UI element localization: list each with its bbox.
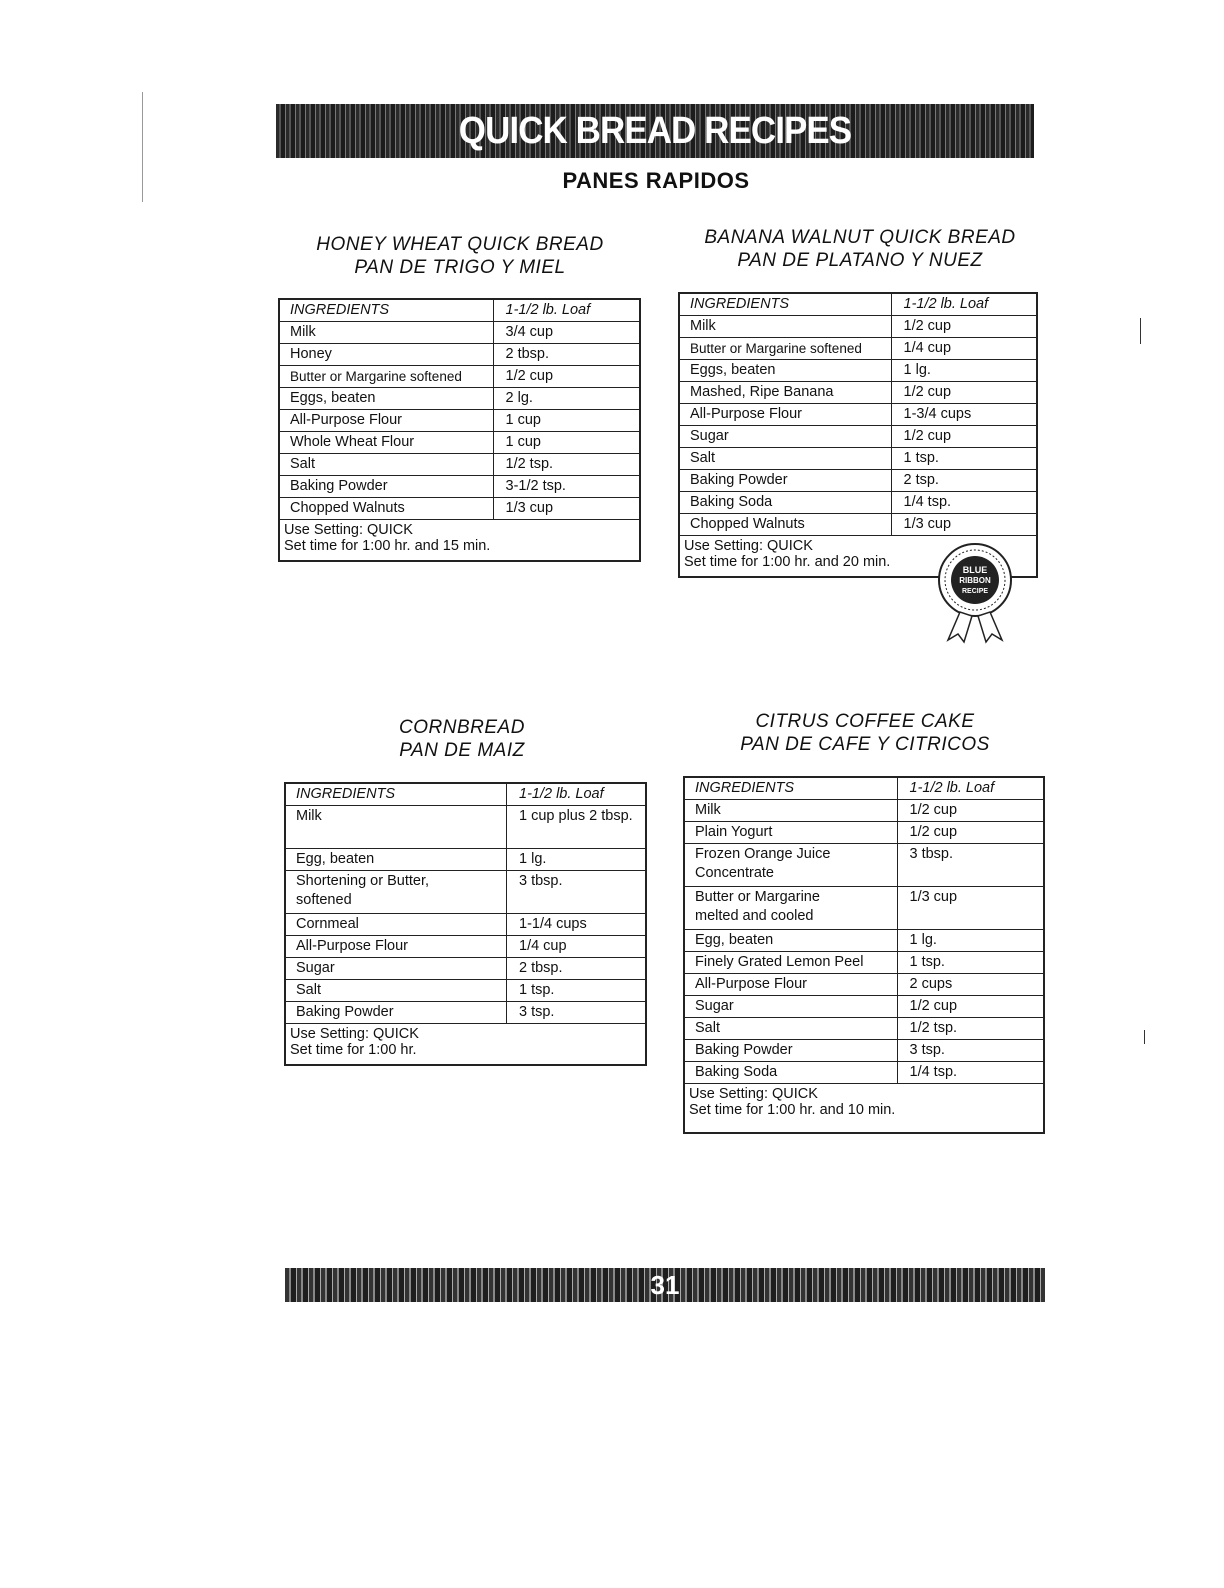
recipe-title-es: PAN DE PLATANO Y NUEZ bbox=[737, 250, 983, 271]
table-row bbox=[679, 316, 1037, 338]
amount-cell: 3 tbsp. bbox=[507, 871, 647, 914]
amount-cell: 3/4 cup bbox=[493, 322, 640, 344]
amount-cell: 1/2 cup bbox=[891, 426, 1037, 448]
amount-cell: 2 tbsp. bbox=[493, 344, 640, 366]
baking-instructions bbox=[285, 1024, 646, 1066]
amount-cell: 1 tsp. bbox=[897, 952, 1044, 974]
blue-ribbon-icon bbox=[930, 540, 1020, 645]
table-row bbox=[679, 514, 1037, 536]
table-row bbox=[279, 410, 640, 432]
table-row bbox=[679, 492, 1037, 514]
amount-cell: 1/3 cup bbox=[891, 514, 1037, 536]
table-row bbox=[285, 871, 646, 914]
ingredient-cell: Milk bbox=[679, 316, 891, 338]
amount-cell: 2 cups bbox=[897, 974, 1044, 996]
ingredient-cell: Finely Grated Lemon Peel bbox=[684, 952, 897, 974]
ingredient-cell: Frozen Orange Juice Concentrate bbox=[684, 844, 897, 887]
recipe-title-en: HONEY WHEAT QUICK BREAD bbox=[316, 234, 604, 255]
table-footer-row bbox=[285, 1024, 646, 1066]
table-row bbox=[684, 996, 1044, 1018]
amount-cell: 3 tsp. bbox=[507, 1002, 647, 1024]
recipe-title-es: PAN DE CAFE Y CITRICOS bbox=[740, 734, 990, 755]
amount-cell: 1 cup bbox=[493, 432, 640, 454]
table-header-row bbox=[285, 783, 646, 806]
table-header-row bbox=[684, 777, 1044, 800]
column-header-ingredients: INGREDIENTS bbox=[279, 299, 493, 322]
table-footer-row bbox=[684, 1084, 1044, 1134]
ingredient-cell: Salt bbox=[684, 1018, 897, 1040]
table-footer-row bbox=[279, 520, 640, 562]
margin-mark bbox=[142, 92, 143, 202]
time-text: Set time for 1:00 hr. bbox=[290, 1042, 417, 1058]
amount-cell: 2 tbsp. bbox=[507, 958, 647, 980]
table-row bbox=[279, 432, 640, 454]
amount-cell: 1/2 cup bbox=[897, 822, 1044, 844]
column-header-amount: 1-1/2 lb. Loaf bbox=[493, 299, 640, 322]
amount-cell: 2 lg. bbox=[493, 388, 640, 410]
setting-text: Use Setting: QUICK bbox=[284, 522, 413, 538]
time-text: Set time for 1:00 hr. and 15 min. bbox=[284, 538, 491, 554]
ingredient-cell: Mashed, Ripe Banana bbox=[679, 382, 891, 404]
table-row bbox=[285, 914, 646, 936]
margin-mark bbox=[1144, 1030, 1145, 1044]
table-row bbox=[684, 930, 1044, 952]
table-row bbox=[279, 454, 640, 476]
table-row bbox=[684, 1062, 1044, 1084]
recipe-table bbox=[278, 298, 641, 562]
table-row bbox=[684, 887, 1044, 930]
margin-mark bbox=[1140, 318, 1141, 344]
recipe-title bbox=[690, 710, 1040, 756]
table-row bbox=[285, 1002, 646, 1024]
amount-cell: 1/2 cup bbox=[493, 366, 640, 388]
recipe-title bbox=[292, 716, 632, 762]
recipe-title-es: PAN DE TRIGO Y MIEL bbox=[354, 257, 566, 278]
recipe-title-en: CITRUS COFFEE CAKE bbox=[755, 711, 975, 732]
amount-cell: 1/2 tsp. bbox=[493, 454, 640, 476]
column-header-ingredients: INGREDIENTS bbox=[285, 783, 507, 806]
column-header-ingredients: INGREDIENTS bbox=[684, 777, 897, 800]
table-row bbox=[285, 849, 646, 871]
table-row bbox=[279, 498, 640, 520]
amount-cell: 1/4 tsp. bbox=[897, 1062, 1044, 1084]
recipe-table bbox=[678, 292, 1038, 578]
amount-cell: 1 tsp. bbox=[507, 980, 647, 1002]
amount-cell: 1/4 cup bbox=[507, 936, 647, 958]
ingredient-cell: Butter or Margarine melted and cooled bbox=[684, 887, 897, 930]
time-text: Set time for 1:00 hr. and 10 min. bbox=[689, 1102, 896, 1118]
baking-instructions bbox=[279, 520, 640, 562]
ingredient-cell: Plain Yogurt bbox=[684, 822, 897, 844]
table-row bbox=[285, 980, 646, 1002]
table-row bbox=[684, 974, 1044, 996]
amount-cell: 3 tsp. bbox=[897, 1040, 1044, 1062]
ingredient-cell: Milk bbox=[285, 806, 507, 849]
ingredient-cell: All-Purpose Flour bbox=[684, 974, 897, 996]
page-number: 31 bbox=[650, 1270, 680, 1300]
amount-cell: 1 lg. bbox=[897, 930, 1044, 952]
setting-text: Use Setting: QUICK bbox=[290, 1026, 419, 1042]
amount-cell: 1-3/4 cups bbox=[891, 404, 1037, 426]
footer-bar bbox=[285, 1268, 1045, 1302]
ingredient-cell: Egg, beaten bbox=[285, 849, 507, 871]
amount-cell: 1/4 cup bbox=[891, 338, 1037, 360]
amount-cell: 2 tsp. bbox=[891, 470, 1037, 492]
amount-cell: 3 tbsp. bbox=[897, 844, 1044, 887]
table-row bbox=[279, 344, 640, 366]
amount-cell: 1/4 tsp. bbox=[891, 492, 1037, 514]
amount-cell: 1/3 cup bbox=[897, 887, 1044, 930]
amount-cell: 1 lg. bbox=[891, 360, 1037, 382]
column-header-amount: 1-1/2 lb. Loaf bbox=[507, 783, 647, 806]
table-row bbox=[285, 936, 646, 958]
recipe-title bbox=[290, 233, 630, 279]
ingredient-cell: Baking Soda bbox=[684, 1062, 897, 1084]
ribbon-text-line3: RECIPE bbox=[961, 588, 989, 595]
ingredient-cell: Sugar bbox=[684, 996, 897, 1018]
ingredient-cell: Whole Wheat Flour bbox=[279, 432, 493, 454]
ingredient-cell: Salt bbox=[279, 454, 493, 476]
ingredient-cell: Butter or Margarine softened bbox=[679, 338, 891, 360]
ingredient-cell: Baking Powder bbox=[679, 470, 891, 492]
recipe-table bbox=[284, 782, 647, 1066]
ingredient-cell: Sugar bbox=[285, 958, 507, 980]
ingredient-cell: Milk bbox=[684, 800, 897, 822]
recipe-title bbox=[680, 226, 1040, 272]
ingredient-cell: Egg, beaten bbox=[684, 930, 897, 952]
ingredient-cell: Baking Powder bbox=[684, 1040, 897, 1062]
amount-cell: 1 cup plus 2 tbsp. bbox=[507, 806, 647, 849]
ingredient-cell: Honey bbox=[279, 344, 493, 366]
time-text: Set time for 1:00 hr. and 20 min. bbox=[684, 554, 891, 570]
table-header-row bbox=[279, 299, 640, 322]
table-row bbox=[684, 952, 1044, 974]
recipe-title-en: CORNBREAD bbox=[399, 717, 525, 738]
ribbon-text-line2: RIBBON bbox=[959, 576, 991, 585]
amount-cell: 3-1/2 tsp. bbox=[493, 476, 640, 498]
amount-cell: 1/2 tsp. bbox=[897, 1018, 1044, 1040]
ingredient-cell: Eggs, beaten bbox=[679, 360, 891, 382]
table-row bbox=[285, 806, 646, 849]
amount-cell: 1 lg. bbox=[507, 849, 647, 871]
ingredient-cell: Butter or Margarine softened bbox=[279, 366, 493, 388]
table-row bbox=[279, 388, 640, 410]
table-row bbox=[684, 1018, 1044, 1040]
ingredient-cell: Milk bbox=[279, 322, 493, 344]
setting-text: Use Setting: QUICK bbox=[689, 1086, 818, 1102]
table-row bbox=[679, 404, 1037, 426]
table-row bbox=[279, 322, 640, 344]
ingredient-cell: All-Purpose Flour bbox=[279, 410, 493, 432]
table-row bbox=[679, 448, 1037, 470]
ingredient-cell: Salt bbox=[285, 980, 507, 1002]
table-row bbox=[679, 338, 1037, 360]
table-row bbox=[684, 844, 1044, 887]
ribbon-text-line1: BLUE bbox=[962, 565, 988, 575]
setting-text: Use Setting: QUICK bbox=[684, 538, 813, 554]
column-header-ingredients: INGREDIENTS bbox=[679, 293, 891, 316]
table-row bbox=[679, 426, 1037, 448]
amount-cell: 1/2 cup bbox=[897, 800, 1044, 822]
recipe-table bbox=[683, 776, 1045, 1134]
recipe-title-en: BANANA WALNUT QUICK BREAD bbox=[704, 227, 1016, 248]
ingredient-cell: Baking Soda bbox=[679, 492, 891, 514]
amount-cell: 1/3 cup bbox=[493, 498, 640, 520]
table-row bbox=[279, 476, 640, 498]
recipe-title-es: PAN DE MAIZ bbox=[399, 740, 525, 761]
ingredient-cell: All-Purpose Flour bbox=[679, 404, 891, 426]
ingredient-cell: Chopped Walnuts bbox=[679, 514, 891, 536]
column-header-amount: 1-1/2 lb. Loaf bbox=[891, 293, 1037, 316]
page-subtitle: PANES RAPIDOS bbox=[562, 168, 750, 193]
table-row bbox=[679, 470, 1037, 492]
table-row bbox=[684, 800, 1044, 822]
ingredient-cell: Chopped Walnuts bbox=[279, 498, 493, 520]
table-row bbox=[679, 360, 1037, 382]
table-row bbox=[679, 382, 1037, 404]
amount-cell: 1/2 cup bbox=[897, 996, 1044, 1018]
table-row bbox=[279, 366, 640, 388]
amount-cell: 1 cup bbox=[493, 410, 640, 432]
ingredient-cell: Baking Powder bbox=[285, 1002, 507, 1024]
header-banner bbox=[276, 104, 1034, 158]
ingredient-cell: All-Purpose Flour bbox=[285, 936, 507, 958]
ingredient-cell: Sugar bbox=[679, 426, 891, 448]
ingredient-cell: Baking Powder bbox=[279, 476, 493, 498]
ingredient-cell: Shortening or Butter, softened bbox=[285, 871, 507, 914]
ingredient-cell: Cornmeal bbox=[285, 914, 507, 936]
table-header-row bbox=[679, 293, 1037, 316]
ingredient-cell: Eggs, beaten bbox=[279, 388, 493, 410]
ingredient-cell: Salt bbox=[679, 448, 891, 470]
table-row bbox=[684, 1040, 1044, 1062]
column-header-amount: 1-1/2 lb. Loaf bbox=[897, 777, 1044, 800]
amount-cell: 1/2 cup bbox=[891, 316, 1037, 338]
table-row bbox=[285, 958, 646, 980]
amount-cell: 1 tsp. bbox=[891, 448, 1037, 470]
baking-instructions bbox=[684, 1084, 1044, 1134]
table-row bbox=[684, 822, 1044, 844]
amount-cell: 1-1/4 cups bbox=[507, 914, 647, 936]
amount-cell: 1/2 cup bbox=[891, 382, 1037, 404]
page-title: QUICK BREAD RECIPES bbox=[458, 110, 852, 152]
